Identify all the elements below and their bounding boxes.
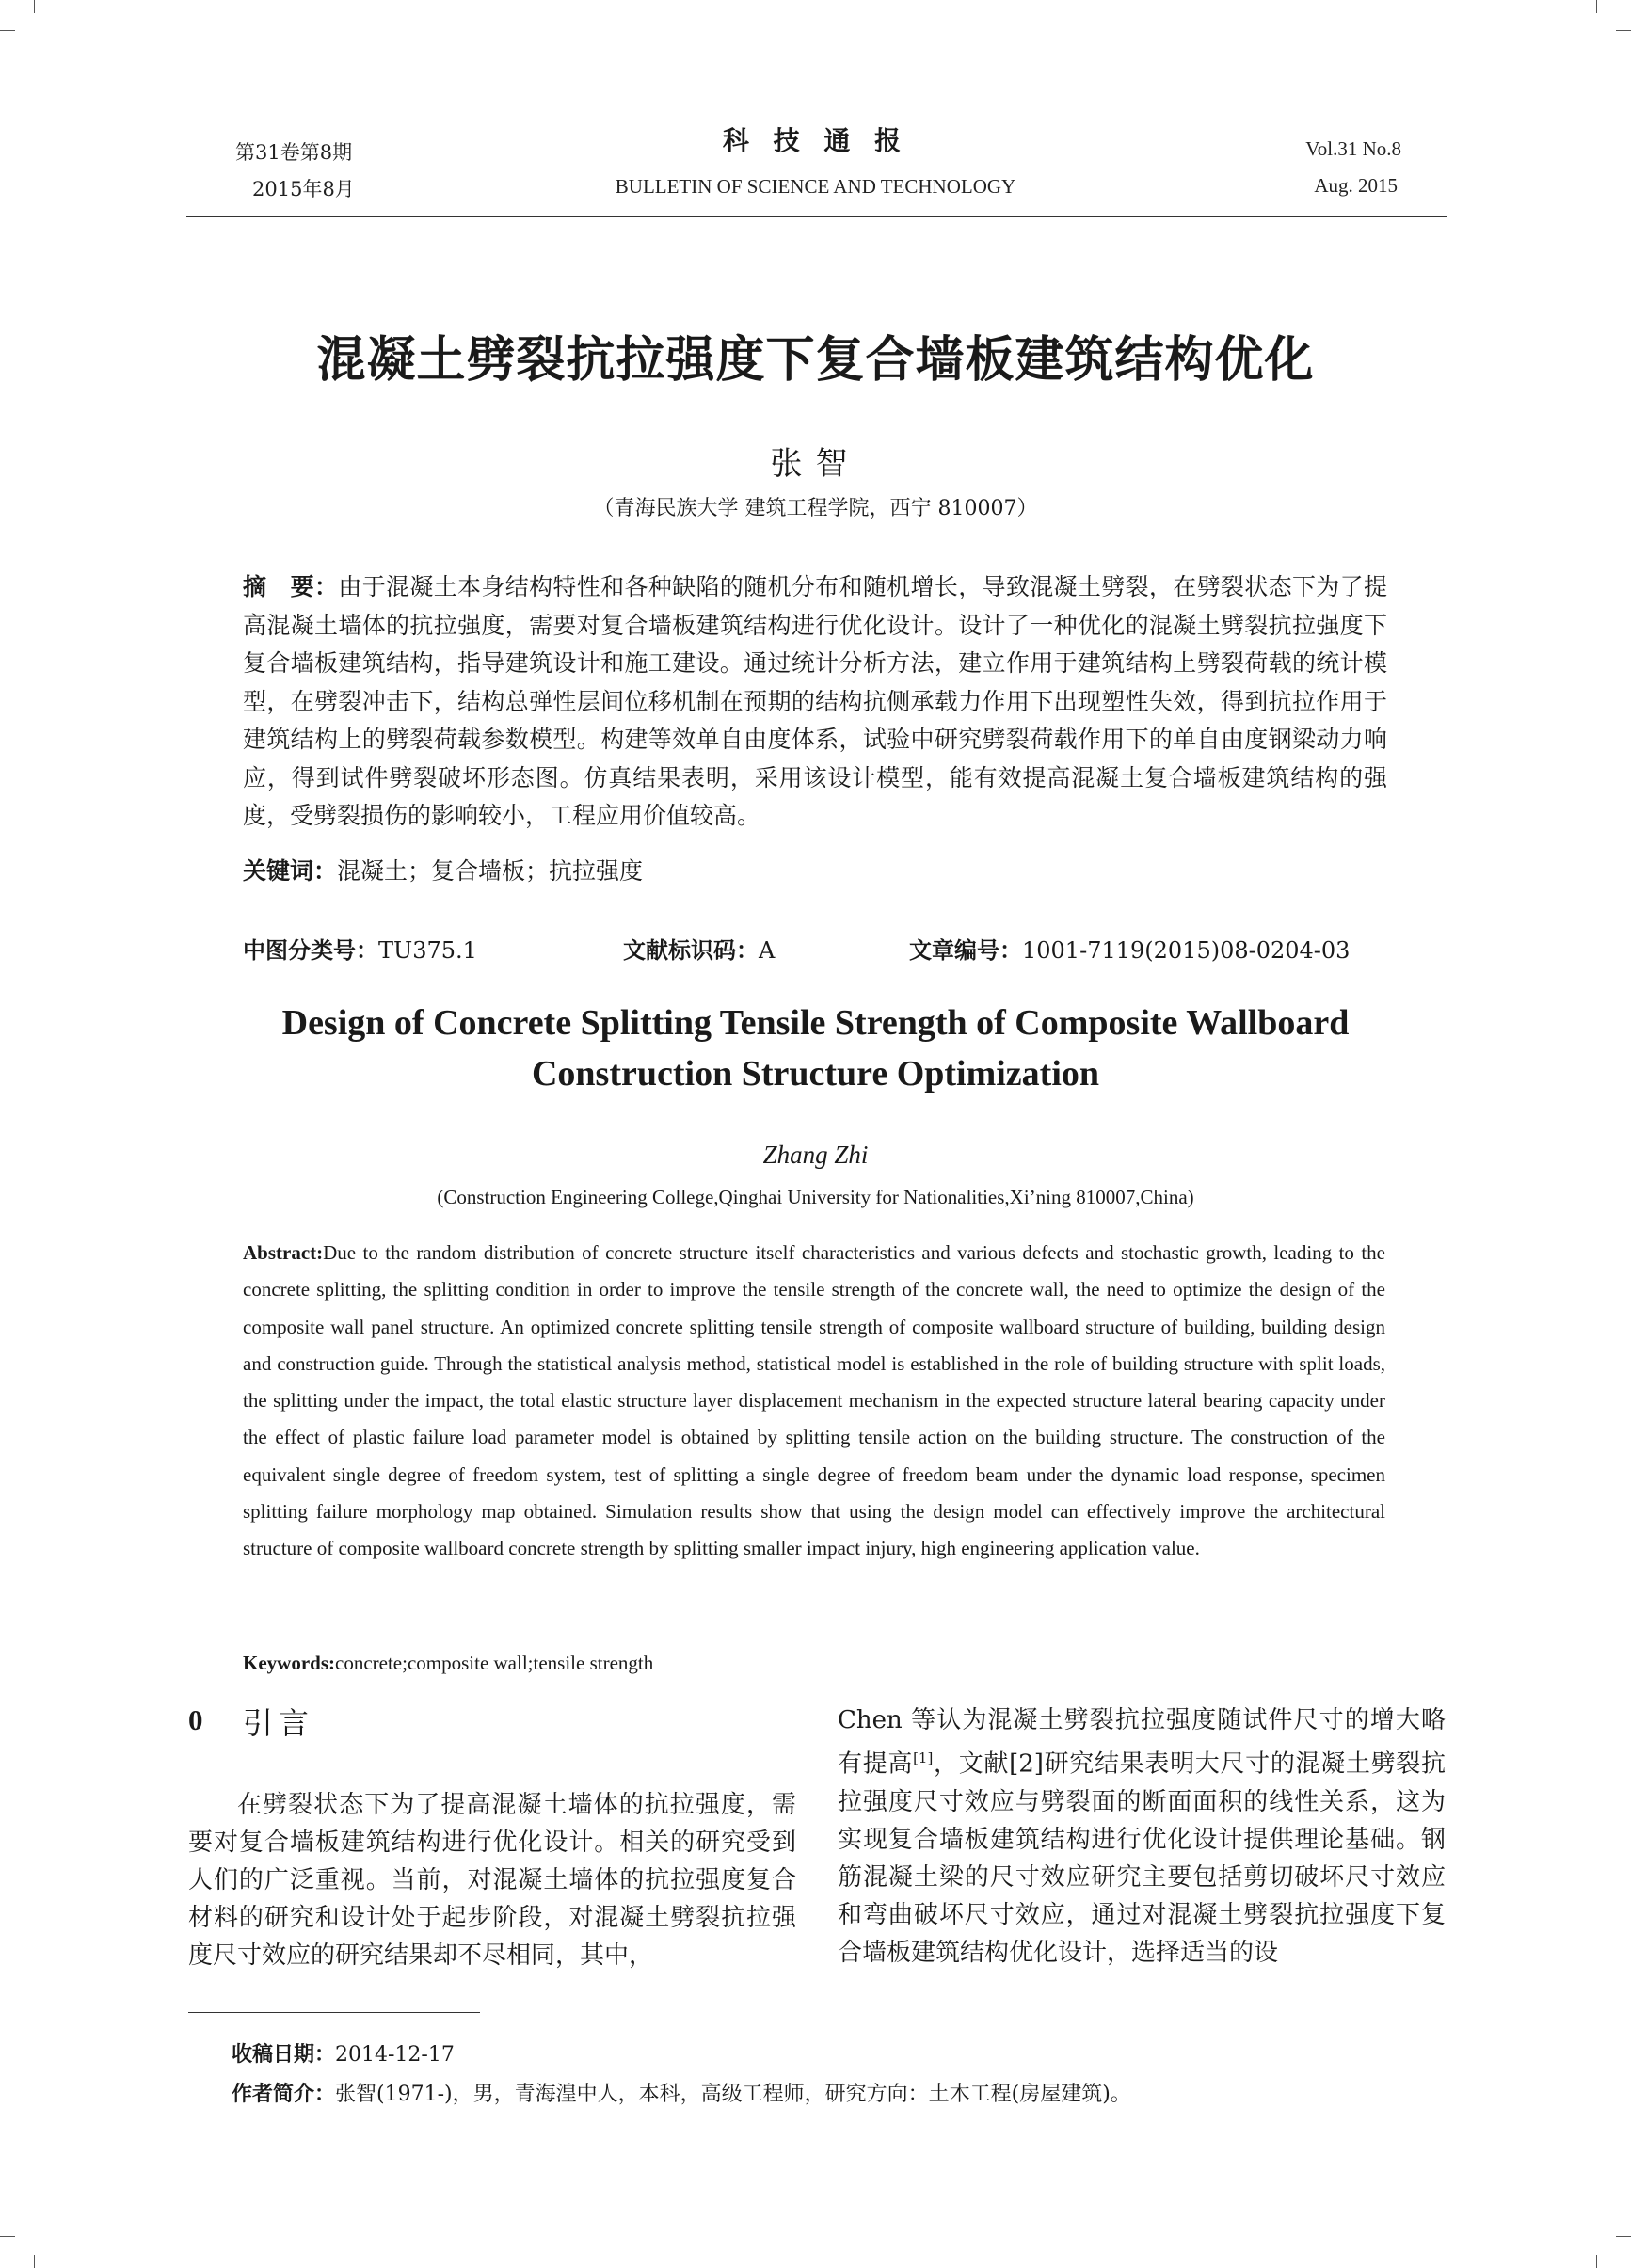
abstract-cn-text: 由于混凝土本身结构特性和各种缺陷的随机分布和随机增长，导致混凝土劈裂，在劈裂状态下为了提高混凝土墙体的抗拉强度，需要对复合墙板建筑结构进行优化设计。设计了一种优化的混凝土劈裂抗拉强度下复合墙板建筑结构，指导建筑设计和施工建设。通过统计分析方法，建立作用于建筑结构上劈裂荷载的统计模型，在劈裂冲击下，结构总弹性层间位移机制在预期的结构抗侧承载力作用下出现塑性失效，得到抗拉作用于建筑结构上的劈裂荷载参数模型。构建等效单自由度体系，试验中研究劈裂荷载作用下的单自由度钢梁动力响应，得到试件劈裂破坏形态图。仿真结果表明，采用该设计模型，能有效提高混凝土复合墙板建筑结构的强度，受劈裂损伤的影响较小，工程应用价值较高。 <box>243 573 1387 829</box>
crop-mark <box>1596 2255 1597 2268</box>
paper-title-en-line2: Construction Structure Optimization <box>531 1054 1100 1094</box>
keywords-cn-text: 混凝土；复合墙板；抗拉强度 <box>337 857 644 885</box>
document-code <box>623 932 775 965</box>
author-bio-label: 作者简介： <box>232 2083 336 2106</box>
journal-title-en: BULLETIN OF SCIENCE AND TECHNOLOGY <box>615 175 1016 198</box>
keywords-en <box>243 1652 653 1675</box>
crop-mark <box>1596 0 1597 13</box>
issue-volume: 第31卷第8期 <box>235 141 353 164</box>
abstract-cn <box>243 568 1387 836</box>
crop-mark <box>1616 30 1631 31</box>
article-number <box>909 932 1350 965</box>
keywords-cn <box>243 853 643 891</box>
author-name-cn: 张智 <box>770 445 861 483</box>
body-right-column <box>838 1701 1446 1972</box>
received-date <box>232 2038 455 2068</box>
author-bio-value: 张智(1971-)，男，青海湟中人，本科，高级工程师，研究方向：土木工程(房屋建筑)。 <box>335 2083 1131 2106</box>
abstract-en-label: Abstract: <box>243 1241 324 1264</box>
body-right-text-rest: ，文献[2]研究结果表明大尺寸的混凝土劈裂抗拉强度尺寸效应与劈裂面的断面面积的线性关系，这为实现复合墙板建筑结构进行优化设计提供理论基础。钢筋混凝土梁的尺寸效应研究主要包括剪切破坏尺寸效应和弯曲破坏尺寸效应，通过对混凝土劈裂抗拉强度下复合墙板建筑结构优化设计，选择适当的设 <box>838 1749 1446 1967</box>
crop-mark <box>0 30 15 31</box>
issue-date-en: Aug. 2015 <box>1314 174 1398 197</box>
affiliation-en: (Construction Engineering College,Qinghai University for Nationalities,Xi’ning 810007,China) <box>437 1186 1194 1208</box>
crop-mark <box>1616 2236 1631 2237</box>
volume-number-en: Vol.31 No.8 <box>1305 137 1401 160</box>
section-number: 0 <box>188 1703 203 1736</box>
received-date-label: 收稿日期： <box>232 2043 336 2067</box>
paper-title-cn: 混凝土劈裂抗拉强度下复合墙板建筑结构优化 <box>316 332 1315 389</box>
section-title: 引言 <box>243 1705 315 1741</box>
document-code-value: A <box>759 937 776 964</box>
crop-mark <box>34 2255 35 2268</box>
author-name-en: Zhang Zhi <box>762 1141 869 1169</box>
paper-title-en <box>0 998 1631 1099</box>
author-bio <box>232 2078 1131 2107</box>
document-code-label: 文献标识码： <box>623 937 759 964</box>
abstract-cn-label: 摘 要： <box>243 573 339 600</box>
affiliation-cn: （青海民族大学 建筑工程学院，西宁 810007） <box>593 497 1038 520</box>
journal-title-cn: 科 技 通 报 <box>722 125 909 156</box>
clc-value: TU375.1 <box>378 937 477 964</box>
article-number-value: 1001-7119(2015)08-0204-03 <box>1022 937 1351 964</box>
issue-date: 2015年8月 <box>252 178 355 200</box>
clc-label: 中图分类号： <box>243 937 378 964</box>
crop-mark <box>34 0 35 13</box>
keywords-en-label: Keywords: <box>243 1652 335 1674</box>
keywords-cn-label: 关键词： <box>243 857 338 885</box>
abstract-en <box>243 1235 1385 1568</box>
footnote-rule <box>188 2012 480 2013</box>
paper-title-en-line1: Design of Concrete Splitting Tensile Strength of Composite Wallboard <box>281 1003 1350 1043</box>
citation-ref: [1] <box>913 1749 934 1766</box>
abstract-en-text: Due to the random distribution of concrete structure itself characteristics and various defects and stochastic growth, leading to the concrete splitting, the splitting condition in order to improve the tensile strength of the concrete wall, the need to optimize the design of the composite wall panel structure. An optimized concrete splitting tensile strength of composite wallboard structure of building, building design and construction guide. Through the statistical analysis method, statistical model is established in the role of building structure with split loads, the splitting under the impact, the total elastic structure layer displacement mechanism in the expected structure lateral bearing capacity under the effect of plastic failure load parameter model is obtained by splitting tensile action on the building structure. The construction of the equivalent single degree of freedom system, test of splitting a single degree of freedom beam under the dynamic load response, specimen splitting failure morphology map obtained. Simulation results show that using the design model can effectively improve the architectural structure of composite wallboard concrete strength by splitting smaller impact injury, high engineering application value. <box>243 1241 1385 1560</box>
body-right-text-start: Chen 等认为混凝土劈裂抗拉强度随试件尺寸的增大略有提高 <box>838 1706 1446 1779</box>
keywords-en-text: concrete;composite wall;tensile strength <box>335 1652 654 1674</box>
body-left-column: 在劈裂状态下为了提高混凝土墙体的抗拉强度，需要对复合墙板建筑结构进行优化设计。相关的研究受到人们的广泛重视。当前，对混凝土墙体的抗拉强度复合材料的研究和设计处于起步阶段，对混凝土劈裂抗拉强度尺寸效应的研究结果却不尽相同，其中， <box>188 1791 796 1970</box>
article-number-label: 文章编号： <box>909 937 1022 964</box>
header-rule <box>186 216 1447 217</box>
crop-mark <box>0 2236 15 2237</box>
clc-number <box>243 932 477 965</box>
received-date-value: 2014-12-17 <box>335 2043 455 2067</box>
